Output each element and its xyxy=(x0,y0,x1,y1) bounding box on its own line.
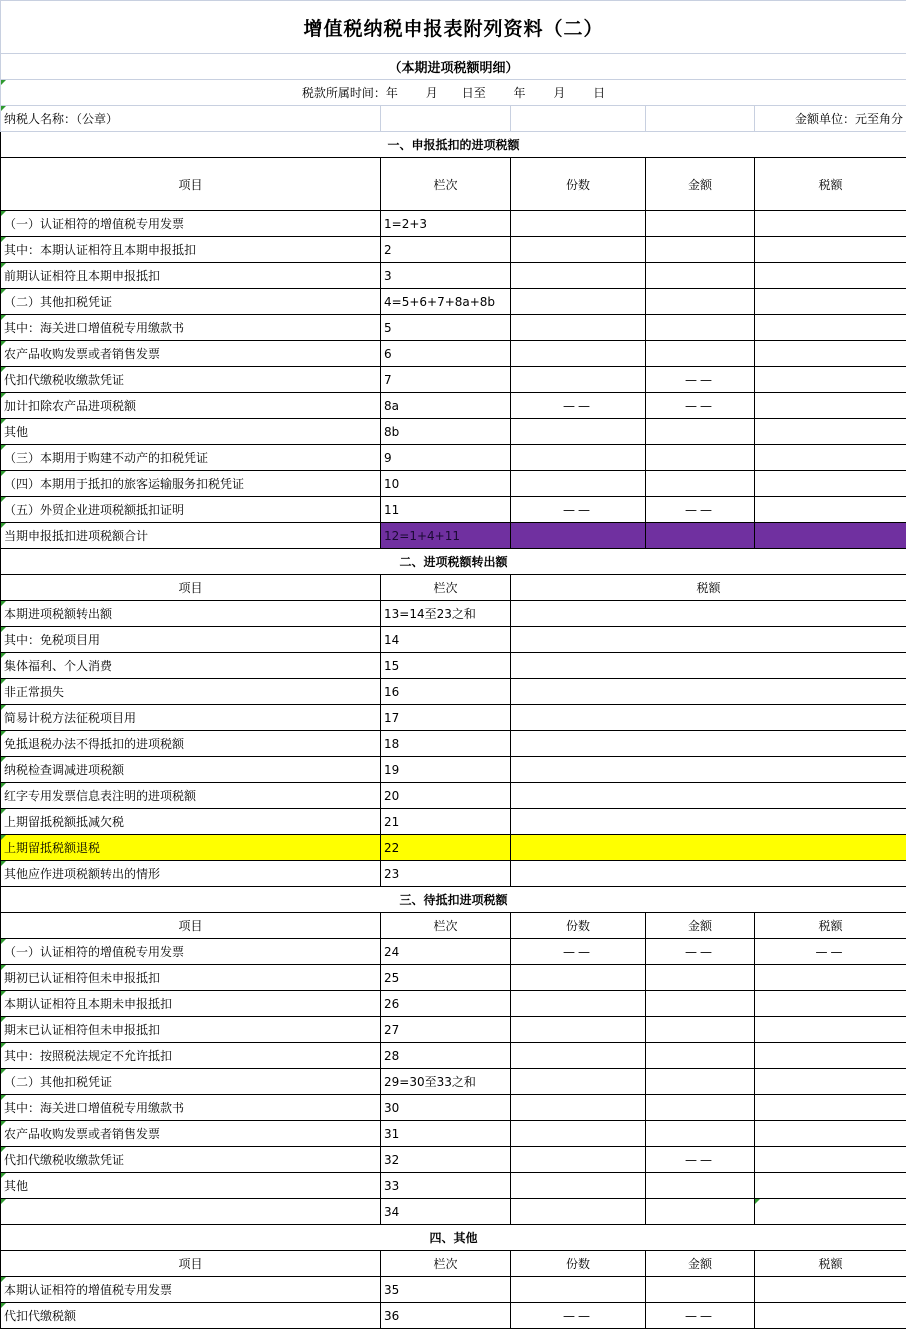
table-row xyxy=(1,211,906,237)
table-row xyxy=(1,809,906,835)
row-label: （四）本期用于抵扣的旅客运输服务扣税凭证 xyxy=(1,471,381,497)
tax-cell[interactable] xyxy=(755,393,906,419)
tax-cell[interactable] xyxy=(511,705,906,731)
count-cell[interactable] xyxy=(511,1173,646,1199)
row-code: 4=5+6+7+8a+8b xyxy=(381,289,511,315)
tax-period-label: 税款所属时间： xyxy=(302,86,386,100)
table-row xyxy=(1,1017,906,1043)
header-blank-cell[interactable] xyxy=(381,106,511,132)
tax-cell[interactable] xyxy=(755,419,906,445)
amount-cell[interactable] xyxy=(646,289,755,315)
row-code: 18 xyxy=(381,731,511,757)
row-label xyxy=(1,1199,381,1225)
amount-na-dash: —— xyxy=(646,367,755,393)
tax-cell[interactable] xyxy=(511,679,906,705)
row-code: 16 xyxy=(381,679,511,705)
row-label: 代扣代缴税收缴款凭证 xyxy=(1,1147,381,1173)
section-4-title: 四、其他 xyxy=(1,1225,906,1251)
tax-cell[interactable] xyxy=(511,757,906,783)
row-label: 代扣代缴税收缴款凭证 xyxy=(1,367,381,393)
header-blank-cell[interactable] xyxy=(511,106,646,132)
amount-cell[interactable] xyxy=(646,1043,755,1069)
amount-cell[interactable] xyxy=(646,341,755,367)
row-code: 28 xyxy=(381,1043,511,1069)
count-cell[interactable] xyxy=(511,1121,646,1147)
row-code: 26 xyxy=(381,991,511,1017)
amount-cell[interactable] xyxy=(646,1121,755,1147)
amount-cell[interactable] xyxy=(646,1095,755,1121)
row-code: 1=2+3 xyxy=(381,211,511,237)
amount-cell[interactable] xyxy=(646,445,755,471)
total-row-code: 12=1+4+11 xyxy=(381,523,511,549)
tax-cell[interactable] xyxy=(755,211,906,237)
row-label: 代扣代缴税额 xyxy=(1,1303,381,1329)
tax-cell[interactable] xyxy=(511,627,906,653)
table-row xyxy=(1,731,906,757)
amount-na-dash: —— xyxy=(646,393,755,419)
form-subtitle: （本期进项税额明细） xyxy=(1,54,906,80)
count-cell[interactable] xyxy=(511,1043,646,1069)
row-code: 22 xyxy=(381,835,511,861)
col-header-line: 栏次 xyxy=(381,158,511,211)
tax-cell[interactable] xyxy=(755,445,906,471)
tax-cell[interactable] xyxy=(755,1303,906,1329)
count-cell[interactable] xyxy=(511,289,646,315)
table-row xyxy=(1,1277,906,1303)
table-row xyxy=(1,497,906,523)
row-label: 非正常损失 xyxy=(1,679,381,705)
row-code: 25 xyxy=(381,965,511,991)
count-cell[interactable] xyxy=(511,965,646,991)
amount-cell[interactable] xyxy=(646,1069,755,1095)
tax-period[interactable] xyxy=(1,80,906,106)
count-cell[interactable] xyxy=(511,367,646,393)
amount-cell[interactable] xyxy=(646,1173,755,1199)
count-cell[interactable] xyxy=(511,471,646,497)
col-header-amount: 金额 xyxy=(646,913,755,939)
table-row xyxy=(1,367,906,393)
tax-cell[interactable] xyxy=(511,835,906,861)
col-header-item: 项目 xyxy=(1,575,381,601)
amount-cell[interactable] xyxy=(646,237,755,263)
row-code: 3 xyxy=(381,263,511,289)
row-label: 集体福利、个人消费 xyxy=(1,653,381,679)
tax-cell[interactable] xyxy=(755,1017,906,1043)
table-row xyxy=(1,1147,906,1173)
row-code: 8b xyxy=(381,419,511,445)
table-row xyxy=(1,653,906,679)
taxpayer-name[interactable]: 纳税人名称：（公章） xyxy=(1,106,381,132)
table-row xyxy=(1,991,906,1017)
table-row xyxy=(1,861,906,887)
count-cell[interactable] xyxy=(511,211,646,237)
row-label: 上期留抵税额抵减欠税 xyxy=(1,809,381,835)
count-na-dash: —— xyxy=(511,393,646,419)
table-row xyxy=(1,627,906,653)
row-code: 24 xyxy=(381,939,511,965)
tax-cell[interactable] xyxy=(755,341,906,367)
row-label: 加计扣除农产品进项税额 xyxy=(1,393,381,419)
section-1-title: 一、申报抵扣的进项税额 xyxy=(1,132,906,158)
row-code: 27 xyxy=(381,1017,511,1043)
table-row xyxy=(1,419,906,445)
amount-cell[interactable] xyxy=(646,315,755,341)
tax-cell[interactable] xyxy=(755,965,906,991)
tax-cell[interactable] xyxy=(755,1173,906,1199)
col-header-count: 份数 xyxy=(511,1251,646,1277)
table-row xyxy=(1,939,906,965)
tax-cell[interactable] xyxy=(755,315,906,341)
section-3-title: 三、待抵扣进项税额 xyxy=(1,887,906,913)
row-label: 简易计税方法征税项目用 xyxy=(1,705,381,731)
tax-cell[interactable] xyxy=(511,809,906,835)
tax-period-dates: 年 月 日至 年 月 日 xyxy=(386,86,605,100)
total-row-label: 当期申报抵扣进项税额合计 xyxy=(1,523,381,549)
amount-cell[interactable] xyxy=(646,263,755,289)
amount-cell[interactable] xyxy=(646,991,755,1017)
amount-unit: 金额单位：元至角分 xyxy=(755,106,906,132)
row-label: （一）认证相符的增值税专用发票 xyxy=(1,211,381,237)
section-2-title: 二、进项税额转出额 xyxy=(1,549,906,575)
row-label: 本期进项税额转出额 xyxy=(1,601,381,627)
header-blank-cell[interactable] xyxy=(646,106,755,132)
row-code: 13=14至23之和 xyxy=(381,601,511,627)
tax-cell[interactable] xyxy=(755,471,906,497)
amount-cell[interactable] xyxy=(646,471,755,497)
amount-na-dash: —— xyxy=(646,1147,755,1173)
tax-cell[interactable] xyxy=(755,237,906,263)
row-code: 6 xyxy=(381,341,511,367)
tax-cell[interactable] xyxy=(755,991,906,1017)
row-code: 15 xyxy=(381,653,511,679)
row-code: 34 xyxy=(381,1199,511,1225)
row-label: 前期认证相符且本期申报抵扣 xyxy=(1,263,381,289)
tax-cell[interactable] xyxy=(511,601,906,627)
total-tax-cell[interactable] xyxy=(755,523,906,549)
count-cell[interactable] xyxy=(511,237,646,263)
row-label: 其中：免税项目用 xyxy=(1,627,381,653)
row-code: 36 xyxy=(381,1303,511,1329)
amount-na-dash: —— xyxy=(646,939,755,965)
total-row xyxy=(1,523,906,549)
tax-cell[interactable] xyxy=(755,1069,906,1095)
col-header-line: 栏次 xyxy=(381,575,511,601)
row-label: 农产品收购发票或者销售发票 xyxy=(1,1121,381,1147)
row-label: 其中：按照税法规定不允许抵扣 xyxy=(1,1043,381,1069)
tax-cell[interactable] xyxy=(755,1147,906,1173)
tax-cell[interactable] xyxy=(755,289,906,315)
row-label: （一）认证相符的增值税专用发票 xyxy=(1,939,381,965)
col-header-tax: 税额 xyxy=(755,913,906,939)
amount-na-dash: —— xyxy=(646,497,755,523)
col-header-line: 栏次 xyxy=(381,1251,511,1277)
amount-cell[interactable] xyxy=(646,965,755,991)
count-cell[interactable] xyxy=(511,419,646,445)
row-label: 本期认证相符且本期未申报抵扣 xyxy=(1,991,381,1017)
table-row xyxy=(1,783,906,809)
tax-cell[interactable] xyxy=(511,653,906,679)
row-code: 11 xyxy=(381,497,511,523)
row-label: 其他应作进项税额转出的情形 xyxy=(1,861,381,887)
amount-cell[interactable] xyxy=(646,1017,755,1043)
row-label: （二）其他扣税凭证 xyxy=(1,289,381,315)
row-code: 7 xyxy=(381,367,511,393)
amount-cell[interactable] xyxy=(646,1277,755,1303)
row-label: （三）本期用于购建不动产的扣税凭证 xyxy=(1,445,381,471)
amount-cell[interactable] xyxy=(646,211,755,237)
table-row xyxy=(1,315,906,341)
row-code: 9 xyxy=(381,445,511,471)
count-cell[interactable] xyxy=(511,1199,646,1225)
row-label: （五）外贸企业进项税额抵扣证明 xyxy=(1,497,381,523)
row-label: 纳税检查调减进项税额 xyxy=(1,757,381,783)
table-row xyxy=(1,1069,906,1095)
row-code: 10 xyxy=(381,471,511,497)
count-cell[interactable] xyxy=(511,1017,646,1043)
row-code: 19 xyxy=(381,757,511,783)
tax-cell[interactable] xyxy=(755,1043,906,1069)
col-header-item: 项目 xyxy=(1,158,381,211)
table-row xyxy=(1,289,906,315)
count-na-dash: —— xyxy=(511,497,646,523)
total-count-cell[interactable] xyxy=(511,523,646,549)
row-code: 5 xyxy=(381,315,511,341)
tax-na-dash: —— xyxy=(755,939,906,965)
table-row-highlighted xyxy=(1,835,906,861)
row-label: 其中：本期认证相符且本期申报抵扣 xyxy=(1,237,381,263)
tax-cell[interactable] xyxy=(755,367,906,393)
count-cell[interactable] xyxy=(511,341,646,367)
row-label: （二）其他扣税凭证 xyxy=(1,1069,381,1095)
col-header-item: 项目 xyxy=(1,1251,381,1277)
row-code: 33 xyxy=(381,1173,511,1199)
table-row xyxy=(1,705,906,731)
table-row xyxy=(1,341,906,367)
tax-cell[interactable] xyxy=(755,1277,906,1303)
row-label: 免抵退税办法不得抵扣的进项税额 xyxy=(1,731,381,757)
row-code: 29=30至33之和 xyxy=(381,1069,511,1095)
tax-cell[interactable] xyxy=(755,497,906,523)
table-row xyxy=(1,1173,906,1199)
table-row xyxy=(1,393,906,419)
row-code: 2 xyxy=(381,237,511,263)
row-label: 期末已认证相符但未申报抵扣 xyxy=(1,1017,381,1043)
col-header-count: 份数 xyxy=(511,158,646,211)
table-row xyxy=(1,1303,906,1329)
col-header-amount: 金额 xyxy=(646,1251,755,1277)
amount-cell[interactable] xyxy=(646,1199,755,1225)
count-cell[interactable] xyxy=(511,991,646,1017)
table-row xyxy=(1,1043,906,1069)
row-label: 其中：海关进口增值税专用缴款书 xyxy=(1,1095,381,1121)
col-header-amount: 金额 xyxy=(646,158,755,211)
table-row xyxy=(1,1121,906,1147)
count-cell[interactable] xyxy=(511,1069,646,1095)
count-cell[interactable] xyxy=(511,1095,646,1121)
amount-cell[interactable] xyxy=(646,419,755,445)
table-row xyxy=(1,445,906,471)
tax-cell[interactable] xyxy=(755,1199,906,1225)
row-label: 其中：海关进口增值税专用缴款书 xyxy=(1,315,381,341)
table-row xyxy=(1,263,906,289)
col-header-count: 份数 xyxy=(511,913,646,939)
row-code: 17 xyxy=(381,705,511,731)
count-cell[interactable] xyxy=(511,1147,646,1173)
row-label: 农产品收购发票或者销售发票 xyxy=(1,341,381,367)
total-amount-cell[interactable] xyxy=(646,523,755,549)
tax-cell[interactable] xyxy=(755,1095,906,1121)
row-label: 期初已认证相符但未申报抵扣 xyxy=(1,965,381,991)
row-code: 35 xyxy=(381,1277,511,1303)
row-code: 8a xyxy=(381,393,511,419)
count-cell[interactable] xyxy=(511,1277,646,1303)
count-cell[interactable] xyxy=(511,315,646,341)
row-code: 30 xyxy=(381,1095,511,1121)
row-code: 31 xyxy=(381,1121,511,1147)
tax-cell[interactable] xyxy=(511,783,906,809)
table-row xyxy=(1,471,906,497)
col-header-tax: 税额 xyxy=(511,575,906,601)
row-label: 其他 xyxy=(1,1173,381,1199)
row-label: 上期留抵税额退税 xyxy=(1,835,381,861)
col-header-tax: 税额 xyxy=(755,158,906,211)
row-label: 其他 xyxy=(1,419,381,445)
table-row xyxy=(1,679,906,705)
count-cell[interactable] xyxy=(511,445,646,471)
count-na-dash: —— xyxy=(511,1303,646,1329)
count-cell[interactable] xyxy=(511,263,646,289)
row-code: 20 xyxy=(381,783,511,809)
col-header-item: 项目 xyxy=(1,913,381,939)
tax-cell[interactable] xyxy=(511,731,906,757)
row-label: 本期认证相符的增值税专用发票 xyxy=(1,1277,381,1303)
row-code: 32 xyxy=(381,1147,511,1173)
tax-cell[interactable] xyxy=(755,263,906,289)
row-code: 14 xyxy=(381,627,511,653)
table-row xyxy=(1,1095,906,1121)
tax-cell[interactable] xyxy=(511,861,906,887)
table-row xyxy=(1,237,906,263)
table-row xyxy=(1,601,906,627)
table-row xyxy=(1,757,906,783)
col-header-line: 栏次 xyxy=(381,913,511,939)
col-header-tax: 税额 xyxy=(755,1251,906,1277)
row-code: 23 xyxy=(381,861,511,887)
row-code: 21 xyxy=(381,809,511,835)
table-row xyxy=(1,1199,906,1225)
table-row xyxy=(1,965,906,991)
form-title: 增值税纳税申报表附列资料（二） xyxy=(1,1,906,54)
tax-cell[interactable] xyxy=(755,1121,906,1147)
amount-na-dash: —— xyxy=(646,1303,755,1329)
row-label: 红字专用发票信息表注明的进项税额 xyxy=(1,783,381,809)
count-na-dash: —— xyxy=(511,939,646,965)
